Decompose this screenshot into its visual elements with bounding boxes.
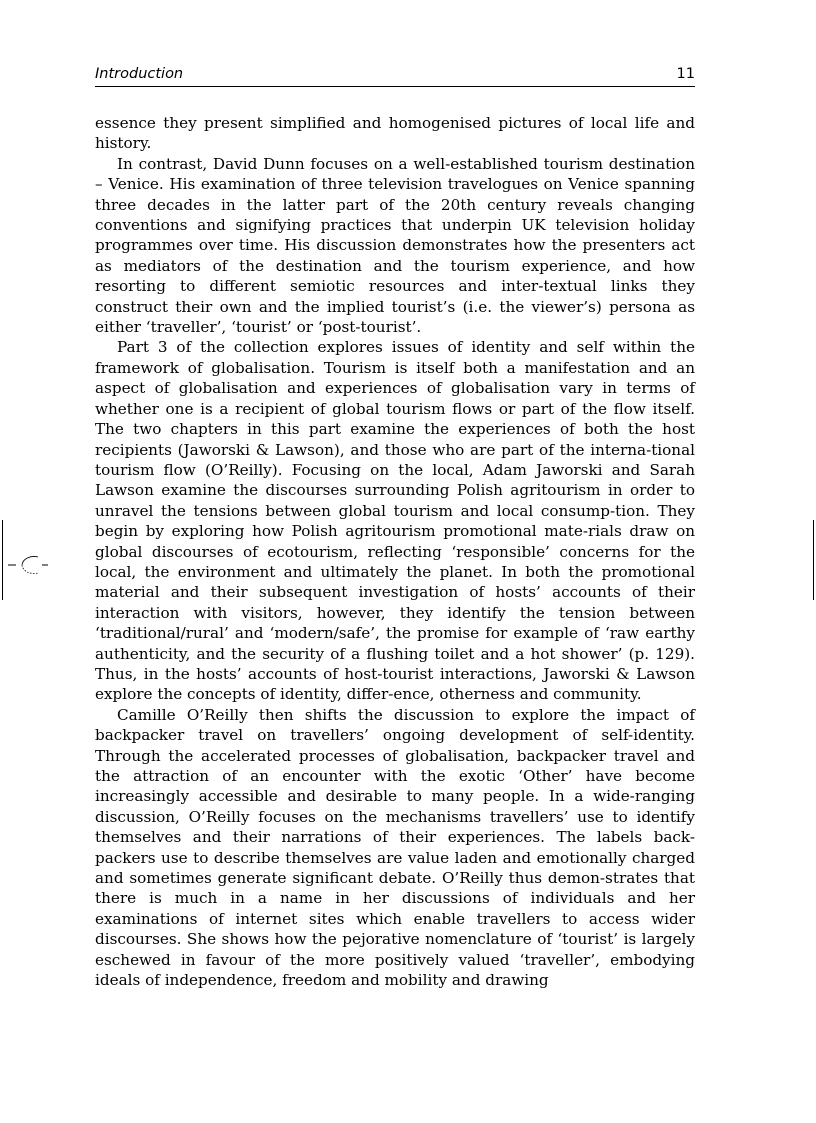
running-header [95,66,695,87]
page-number: 11 [676,66,695,82]
paragraph-continued: essence they present simplified and homogenised pictures of local life and history. [95,114,695,153]
crop-mark-right [813,520,814,600]
body-text [95,113,695,990]
crop-mark-left [2,520,3,600]
paragraph-oreilly: Camille O’Reilly then shifts the discussion to explore the impact of backpacker travel on travellers’ ongoing development of self-identity. Through the accelerated processes of globalisation, backpacker travel and the attraction of an encounter with the exotic ‘Other’ have become increasingly accessible and desirable to many people. In a wide-ranging discussion, O’Reilly focuses on the mechanisms travellers’ use to identify themselves and their narrations of their experiences. The labels back-packers use to describe themselves are value laden and emotionally charged and sometimes generate significant debate. O’Reilly thus demon-strates that there is much in a name in her discussions of individuals and her examinations of internet sites which enable travellers to access wider discourses. She shows how the pejorative nomenclature of ‘tourist’ is largely eschewed in favour of the more positively valued ‘traveller’, embodying ideals of independence, freedom and mobility and drawing [95,705,695,990]
paragraph-part-3: Part 3 of the collection explores issues of identity and self within the framework of globalisation. Tourism is itself both a manifestation and an aspect of globalisation and experiences of globalisation vary in terms of whether one is a recipient of global tourism flows or part of the flow itself. The two chapters in this part examine the experiences of both the host recipients (Jaworski & Lawson), and those who are part of the interna-tional tourism flow (O’Reilly). Focusing on the local, Adam Jaworski and Sarah Lawson examine the discourses surrounding Polish agritourism in order to unravel the tensions between global tourism and local consump-tion. They begin by exploring how Polish agritourism promotional mate-rials draw on global discourses of ecotourism, reflecting ‘responsible’ concerns for the local, the environment and ultimately the planet. In both the promotional material and their subsequent investigation of hosts’ accounts of their interaction with visitors, however, they identify the tension between ‘traditional/rural’ and ‘modern/safe’, the promise for example of ‘raw earthy authenticity, and the security of a flushing toilet and a hot shower’ (p. 129). Thus, in the hosts’ accounts of host-tourist interactions, Jaworski & Lawson explore the concepts of identity, differ-ence, otherness and community. [95,338,695,704]
paragraph-dunn: In contrast, David Dunn focuses on a well-established tourism destination – Venice. His examination of three television travelogues on Venice spanning three decades in the latter part of the 20th century reveals changing conventions and signifying practices that underpin UK television holiday programmes over time. His discussion demonstrates how the presenters act as mediators of the destination and the tourism experience, and how resorting to different semiotic resources and inter-textual links they construct their own and the implied tourist’s (i.e. the viewer’s) persona as either ‘traveller’, ‘tourist’ or ‘post-tourist’. [95,154,695,337]
registration-mark-icon [8,553,48,577]
running-header-title: Introduction [95,66,184,82]
